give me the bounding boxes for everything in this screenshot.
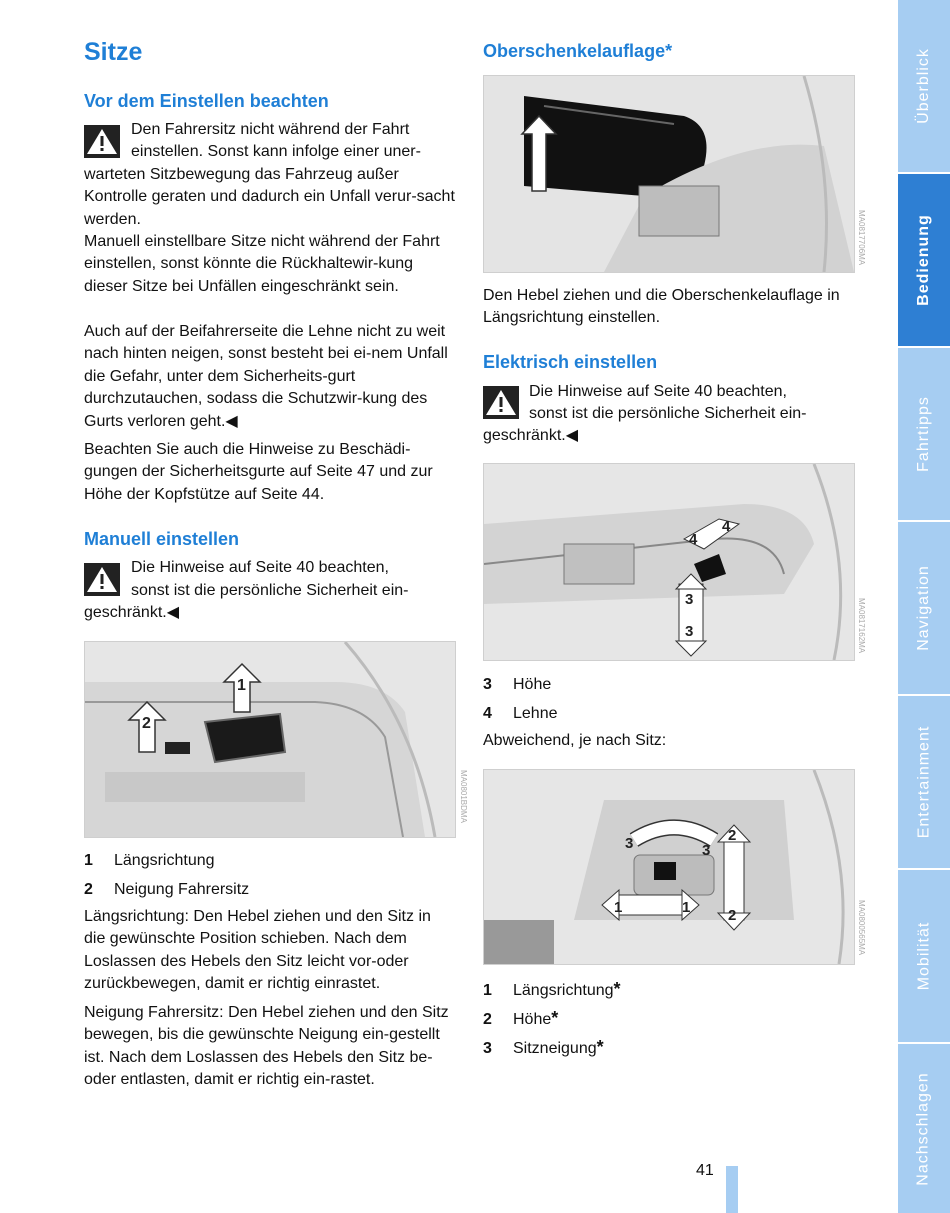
- svg-text:3: 3: [625, 835, 634, 852]
- svg-text:3: 3: [702, 842, 711, 859]
- svg-text:2: 2: [728, 827, 737, 844]
- warning-text-rest: warteten Sitzbewegung das Fahrzeug außer Kontrolle geraten und dadurch ein Unfall verur-sacht werden.: [84, 166, 455, 228]
- warning-text-rest: geschränkt.◀: [483, 427, 579, 444]
- warning-text-line1: Die Hinweise auf Seite 40 beachten,: [131, 559, 389, 576]
- section-heading-before-adjusting: Vor dem Einstellen beachten: [84, 91, 329, 111]
- chapter-tabs: [898, 0, 950, 1213]
- alternative-seat-figure: [483, 769, 855, 965]
- svg-text:4: 4: [689, 531, 698, 548]
- warning-text-line1: Den Fahrersitz nicht während der Fahrt: [131, 121, 410, 138]
- list-item: 3 Höhe: [483, 676, 552, 693]
- svg-text:1: 1: [237, 677, 246, 694]
- paragraph-alternative: Abweichend, je nach Sitz:: [483, 732, 667, 749]
- list-item: 1 Längsrichtung: [84, 852, 215, 869]
- svg-text:2: 2: [142, 715, 151, 732]
- paragraph-laengsrichtung: Längsrichtung: Den Hebel ziehen und den Sitz in die gewünschte Position schieben. Nach dem Loslassen des Hebels den Sitz leicht vor-oder zurückbewegen, damit er richtig einrastet.: [84, 908, 431, 993]
- optional-equipment-star: *: [551, 1008, 559, 1028]
- warning-icon: [84, 125, 120, 158]
- tab-bedienung[interactable]: Bedienung: [898, 174, 950, 346]
- figure-code: MA0817706MA: [857, 210, 866, 266]
- warning-text-line2: einstellen. Sonst kann infolge einer uner-: [131, 143, 421, 160]
- section-heading-manual: Manuell einstellen: [84, 529, 240, 549]
- list-item: 2 Höhe*: [483, 1008, 559, 1028]
- optional-equipment-star: *: [596, 1037, 604, 1057]
- tab-ueberblick[interactable]: Überblick: [898, 0, 950, 172]
- tab-entertainment[interactable]: Entertainment: [898, 696, 950, 868]
- optional-equipment-star: *: [613, 979, 621, 999]
- warning-text-paragraph-3: Auch auf der Beifahrerseite die Lehne nicht zu weit nach hinten neigen, sonst besteht bei ei-nem Unfall die Gefahr, unter dem Sicherheits-gurt durchzutauchen, sodass die Schutzwir-kung des Gurts verloren geht.◀: [84, 323, 448, 430]
- svg-text:1: 1: [614, 899, 623, 916]
- figure-code: MA0801BDMA: [459, 770, 468, 823]
- section-heading-thigh-support: Oberschenkelauflage*: [483, 41, 673, 61]
- warning-text-line1: Die Hinweise auf Seite 40 beachten,: [529, 383, 787, 400]
- svg-text:2: 2: [728, 907, 737, 924]
- tab-nachschlagen[interactable]: Nachschlagen: [898, 1044, 950, 1213]
- tab-navigation[interactable]: Navigation: [898, 522, 950, 694]
- page-marker-bar: [726, 1166, 738, 1213]
- figure-code: MA0817162MA: [857, 598, 866, 654]
- warning-text-paragraph-2: Manuell einstellbare Sitze nicht während der Fahrt einstellen, sonst könnte die Rückhaltewir-kung dieser Sitze bei Unfällen eingeschränkt sein.: [84, 233, 440, 295]
- svg-text:3: 3: [685, 591, 694, 608]
- svg-text:3: 3: [685, 623, 694, 640]
- warning-text-line2: sonst ist die persönliche Sicherheit ein-: [529, 405, 807, 422]
- section-heading-electric: Elektrisch einstellen: [483, 352, 658, 372]
- thigh-support-figure: [483, 75, 855, 273]
- list-item: 1 Längsrichtung*: [483, 979, 621, 999]
- svg-text:1: 1: [682, 899, 691, 916]
- list-item: 4 Lehne: [483, 705, 558, 722]
- page-title: Sitze: [84, 38, 143, 66]
- list-item: 3 Sitzneigung*: [483, 1037, 604, 1057]
- svg-text:4: 4: [722, 518, 731, 535]
- warning-icon: [483, 386, 519, 419]
- warning-text-rest: geschränkt.◀: [84, 604, 180, 621]
- note-paragraph: Beachten Sie auch die Hinweise zu Beschädi-gungen der Sicherheitsgurte auf Seite 47 und zur Höhe der Kopfstütze auf Seite 44.: [84, 441, 433, 503]
- tab-mobilitaet[interactable]: Mobilität: [898, 870, 950, 1042]
- tab-fahrtipps[interactable]: Fahrtipps: [898, 348, 950, 520]
- manual-seat-figure: [84, 641, 456, 838]
- figure-code: MA0800565MA: [857, 900, 866, 956]
- paragraph-thigh: Den Hebel ziehen und die Oberschenkelauflage in Längsrichtung einstellen.: [483, 287, 840, 327]
- warning-icon: [84, 563, 120, 596]
- paragraph-neigung: Neigung Fahrersitz: Den Hebel ziehen und den Sitz bewegen, bis die gewünschte Neigung ein-gestellt ist. Nach dem Loslassen des Hebels den Sitz be- oder entlasten, damit er richtig ein-rastet.: [84, 1004, 449, 1089]
- warning-text-line2: sonst ist die persönliche Sicherheit ein-: [131, 582, 409, 599]
- list-item: 2 Neigung Fahrersitz: [84, 881, 250, 898]
- electric-seat-figure: [483, 463, 855, 661]
- page-number: 41: [696, 1162, 714, 1179]
